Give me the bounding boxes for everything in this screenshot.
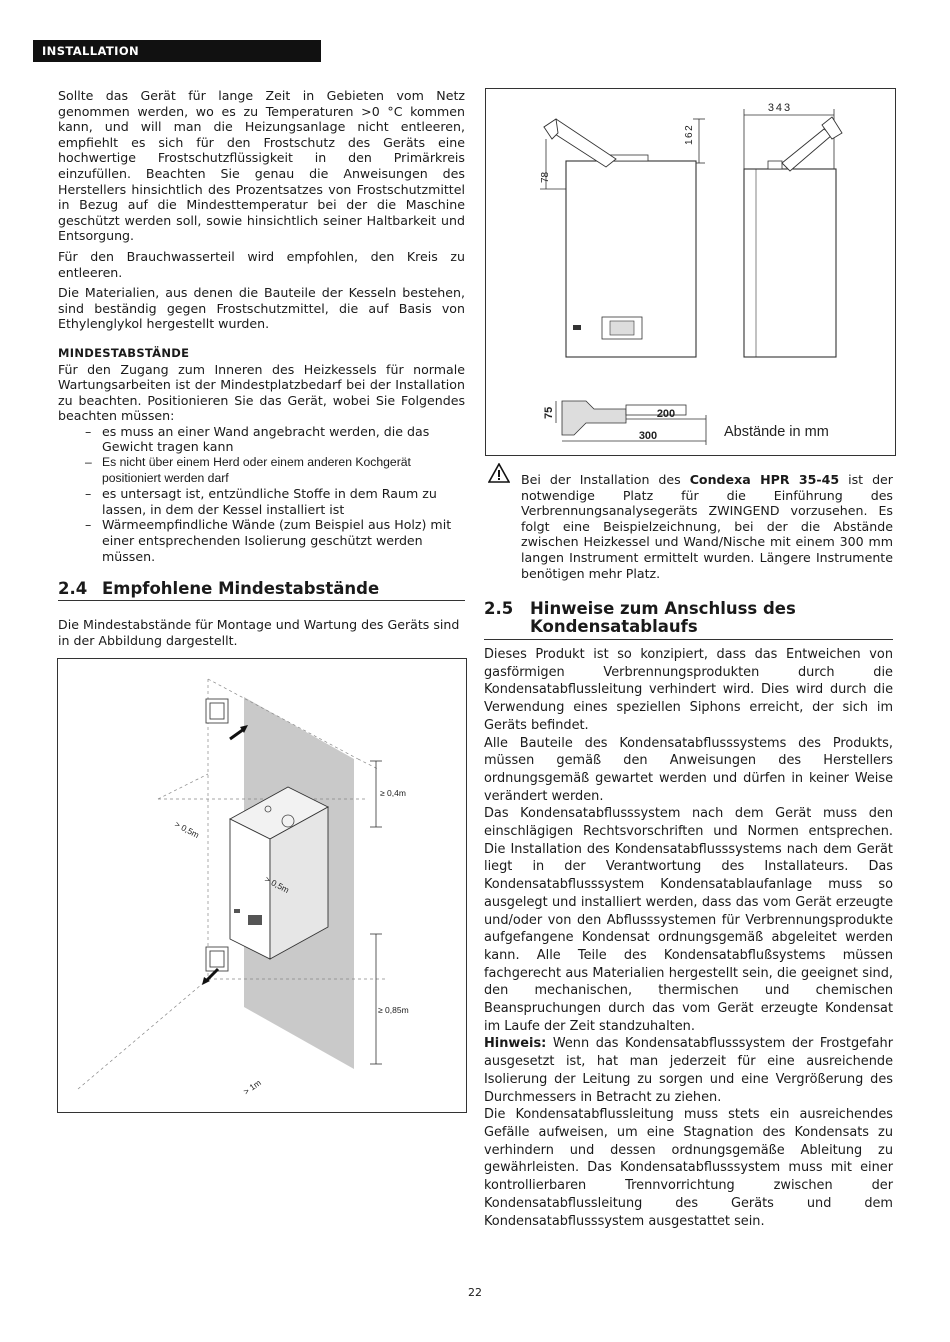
list-item: – es untersagt ist, entzündliche Stoffe in dem Raum zu lassen, in dem der Kessel installiert ist	[58, 486, 465, 517]
list-item: – es muss an einer Wand angebracht werden, die das Gewicht tragen kann	[58, 424, 465, 455]
dim-top: 162	[684, 123, 695, 145]
warning-pre: Bei der Installation des	[521, 472, 690, 487]
min-heading: MINDESTABSTÄNDE	[58, 345, 190, 360]
header-bar	[33, 40, 321, 62]
warning-icon	[488, 463, 510, 483]
section-heading-2-5	[484, 599, 893, 639]
condensate-paragraph-4: Die Kondensatabflussleitung muss stets ein ausreichendes Gefälle aufweisen, um eine Stagnation des Kondensats zu verhindern und dessen ordnungsgemäße Ableitung zu gewährleisten. Das Kondensatabflusssystem muss mit einer kontrollierbaren Trennvorrichtung zwischen der Kondensatabflussleitung des Geräts und dem Kondensatabflusssystem ausgestattet sein.	[484, 1107, 893, 1229]
dimension-figure	[485, 88, 896, 456]
section-title-line-2: Kondensatablaufs	[530, 617, 698, 636]
section-2-5-text	[484, 646, 893, 1230]
section-title: Empfohlene Mindestabstände	[102, 579, 380, 598]
warning-text	[521, 472, 893, 581]
min-text: Für den Zugang zum Inneren des Heizkessels für normale Wartungsarbeiten ist der Mindestplatzbedarf bei der Installation zu beachten. Positionieren Sie das Gerät, wobei Sie Folgendes beachten müssen:	[58, 361, 465, 424]
label-front-clearance: > 1m	[241, 1077, 263, 1097]
condensate-paragraph-2: Alle Bauteile des Kondensatabflusssystems des Produkts, müssen gemäß den Anweisungen des Herstellers ordnungsgemäß gewartet werden und dürfen in keiner Weise verändert werden.	[484, 735, 893, 804]
label-side-front: > 0,5m	[263, 873, 291, 896]
section-paragraph: Die Mindestabstände für Montage und Wartung des Geräts sind in der Abbildung dargestellt.	[58, 617, 460, 648]
header-label: INSTALLATION	[42, 44, 140, 58]
page-number: 22	[468, 1286, 482, 1299]
dim-base-a: 200	[656, 408, 676, 420]
note-label: Hinweis:	[484, 1036, 547, 1052]
intro-paragraph-3: Die Materialien, aus denen die Bauteile der Kesseln bestehen, sind beständig gegen Frostschutzmittel, die auf Basis von Ethylenglykol hergestellt wurden.	[58, 285, 465, 332]
requirements-list	[58, 424, 465, 564]
dim-width: 343	[767, 102, 793, 114]
section-2-4-text	[58, 617, 465, 648]
section-number: 2.4	[58, 579, 88, 598]
warning-model: Condexa HPR 35-45	[689, 472, 840, 487]
intro-paragraph-1: Sollte das Gerät für lange Zeit in Gebieten vom Netz genommen werden, wo es zu Temperaturen >0 °C kommen kann, und will man die Heizungsanlage nicht entleeren, empfiehlt es sich für den Frostschutz des Geräts eine hochwertige Frostschutzflüssigkeit in den Primärkreis einzufüllen. Beachten Sie genau die Anweisungen des Herstellers hinsichtlich des Prozentsatzes von Frostschutzmittel in Bezug auf die Mindesttemperatur bei der die Maschine geschützt werden soll, sowie hinsichtlich seiner Haltbarkeit und Entsorgung.	[58, 88, 465, 244]
section-rule	[58, 600, 465, 601]
clearance-figure	[57, 658, 467, 1113]
dim-base-b: 300	[638, 430, 658, 442]
list-item: – Es nicht über einem Herd oder einem anderen Kochgerät positioniert werden darf	[58, 455, 465, 486]
condensate-paragraph-3: Das Kondensatabflusssystem nach dem Gerät muss den einschlägigen Rechtsvorschriften und Normen entsprechen. Die Installation des Kondensatabflusssystems nach dem Gerät liegt in der Verantwortung des Installateurs. Das Kondensatabflusssystem Kondensatablaufanlage muss so ausgelegt und installiert werden, dass das vom Gerät erzeugte und/oder von den Abflusssystemen für Verbrennungsprodukte aufgefangene Kondensat ordnungsgemäß abgeleitet werden kann. Alle Teile des Kondensatabflußsystems müssen fachgerecht aus Materialien hergestellt sein, die geeignet sind, den mechanischen, thermischen und chemischen Beanspruchungen durch das vom Gerät erzeugte Kondensat im Laufe der Zeit standzuhalten.	[484, 806, 893, 1034]
condensate-paragraph-1: Dieses Produkt ist so konzipiert, dass das Entweichen von gasförmigen Verbrennungsprodukten durch die Kondensatabflussleitung verhindert wird. Dies wird durch die Verwendung eines speziellen Siphons erreicht, der sich im Geräts befindet.	[484, 647, 893, 733]
list-item: – Wärmeempfindliche Wände (zum Beispiel aus Holz) mit einer entsprechenden Isolierung geschützt werden müssen.	[58, 517, 465, 564]
condensate-note	[484, 1035, 893, 1106]
section-rule	[484, 639, 893, 640]
left-column	[58, 88, 465, 564]
label-top-clearance: ≥ 0,4m	[380, 788, 406, 798]
dim-base-height: 75	[543, 406, 555, 419]
clearance-drawing	[58, 659, 466, 1112]
dimension-drawing	[486, 89, 895, 455]
section-title-line-1: Hinweise zum Anschluss des	[530, 599, 796, 618]
warning-post: ist der notwendige Platz für die Einführung des Verbrennungsanalysegeräts ZWINGEND vorzusehen. Es folgt eine Beispielzeichnung, bei der die Abstände zwischen Heizkessel und Wand/Nische mit einem 300 mm langen Instrument ermittelt wurden. Längere Instrumente benötigen mehr Platz.	[521, 472, 893, 581]
label-side-left: > 0,5m	[173, 818, 201, 841]
boiler-side	[744, 169, 836, 357]
intro-paragraph-2: Für den Brauchwasserteil wird empfohlen, den Kreis zu entleeren.	[58, 248, 465, 280]
label-bottom-clearance: ≥ 0,85m	[378, 1005, 409, 1015]
section-heading-2-4	[58, 579, 465, 599]
dim-side: 78	[540, 171, 551, 183]
figure-caption: Abstände in mm	[724, 424, 829, 440]
note-text: Wenn das Kondensatabflusssystem der Frostgefahr ausgesetzt ist, hat man jederzeit für eine ausreichende Isolierung der Leitung zu sorgen und eine Vergrößerung des Durchmessers in Betracht zu ziehen.	[484, 1036, 893, 1105]
section-number: 2.5	[484, 599, 514, 618]
